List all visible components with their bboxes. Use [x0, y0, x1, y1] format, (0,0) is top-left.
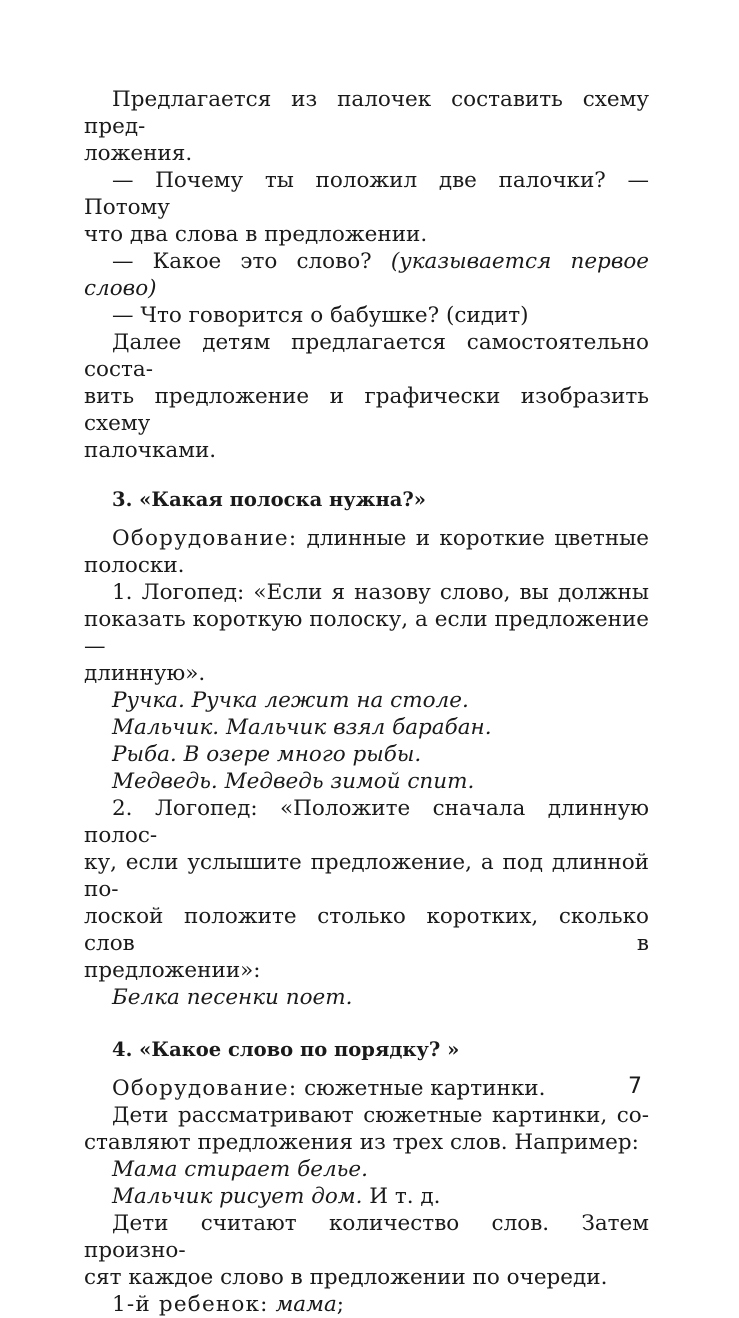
- text-line: И т. д.: [362, 1184, 441, 1209]
- text-line: длинную».: [84, 661, 206, 686]
- text-line: Предлагается из палочек составить схему пред-: [84, 87, 649, 139]
- child-line: [84, 1291, 649, 1318]
- example-sentence: Белка песенки поет.: [112, 985, 353, 1010]
- task-2: [84, 795, 649, 984]
- text-line: 2. Логопед: «Положите сначала длинную полос-: [84, 796, 649, 848]
- text-line: — Почему ты положил две палочки? — Потому: [84, 168, 649, 220]
- text-line: ложения.: [84, 141, 193, 166]
- example-sentence: Мальчик. Мальчик взял барабан.: [112, 715, 492, 740]
- text-line: ку, если услышите предложение, а под длинной по-: [84, 850, 649, 902]
- equipment-label: Оборудование:: [112, 1076, 298, 1101]
- text-line: лоской положите столько коротких, сколько слов в: [84, 904, 649, 956]
- example-sentence: Медведь. Медведь зимой спит.: [112, 769, 475, 794]
- paragraph-pictures: [84, 1102, 649, 1156]
- italic-note: (указывается первое слово): [84, 249, 650, 301]
- page-content: [84, 86, 649, 1318]
- equipment-line: [84, 1075, 649, 1102]
- equipment-line: [84, 525, 649, 579]
- child-word: мама: [275, 1292, 337, 1317]
- text-line: предложении»:: [84, 958, 261, 983]
- text-line: палочками.: [84, 438, 217, 463]
- page-number: 7: [628, 1074, 642, 1099]
- text-line: вить предложение и графически изобразить схему: [84, 384, 649, 436]
- section-3-heading: 3. «Какая полоска нужна?»: [112, 488, 426, 511]
- example-sentence: Ручка. Ручка лежит на столе.: [112, 688, 469, 713]
- paragraph-independent: [84, 329, 649, 464]
- example-sentence: Рыба. В озере много рыбы.: [112, 742, 422, 767]
- text-line: сят каждое слово в предложении по очереди.: [84, 1265, 608, 1290]
- dialog-line-which-word: [84, 248, 649, 302]
- text-line: Дети считают количество слов. Затем произно-: [84, 1211, 649, 1263]
- dialog-line-why: [84, 167, 649, 248]
- example-sentence: Мама стирает белье.: [112, 1157, 368, 1182]
- text-line: 1. Логопед: «Если я назову слово, вы должны: [112, 580, 649, 605]
- text-line: что два слова в предложении.: [84, 222, 428, 247]
- punctuation: ;: [336, 1292, 345, 1317]
- text-line: ставляют предложения из трех слов. Например:: [84, 1130, 639, 1155]
- text-line: — Какое это слово?: [112, 249, 391, 274]
- text-line: полоски.: [84, 553, 185, 578]
- example-sentence: [84, 1183, 649, 1210]
- task-1: [84, 579, 649, 687]
- paragraph-stick-scheme: [84, 86, 649, 167]
- text-line: сюжетные картинки.: [297, 1076, 546, 1101]
- child-label: 1-й ребенок:: [112, 1292, 269, 1317]
- dialog-line-grandma: [84, 302, 649, 329]
- text-line: — Что говорится о бабушке? (сидит): [112, 303, 529, 328]
- text-line: длинные и короткие цветные: [297, 526, 649, 551]
- italic-example: Мальчик рисует дом.: [112, 1184, 363, 1209]
- equipment-label: Оборудование:: [112, 526, 298, 551]
- paragraph-count: [84, 1210, 649, 1291]
- text-line: Дети рассматривают сюжетные картинки, со-: [112, 1103, 649, 1128]
- section-4-heading: 4. «Какое слово по порядку? »: [112, 1038, 460, 1061]
- text-line: Далее детям предлагается самостоятельно соста-: [84, 330, 649, 382]
- text-line: показать короткую полоску, а если предложение —: [84, 607, 649, 659]
